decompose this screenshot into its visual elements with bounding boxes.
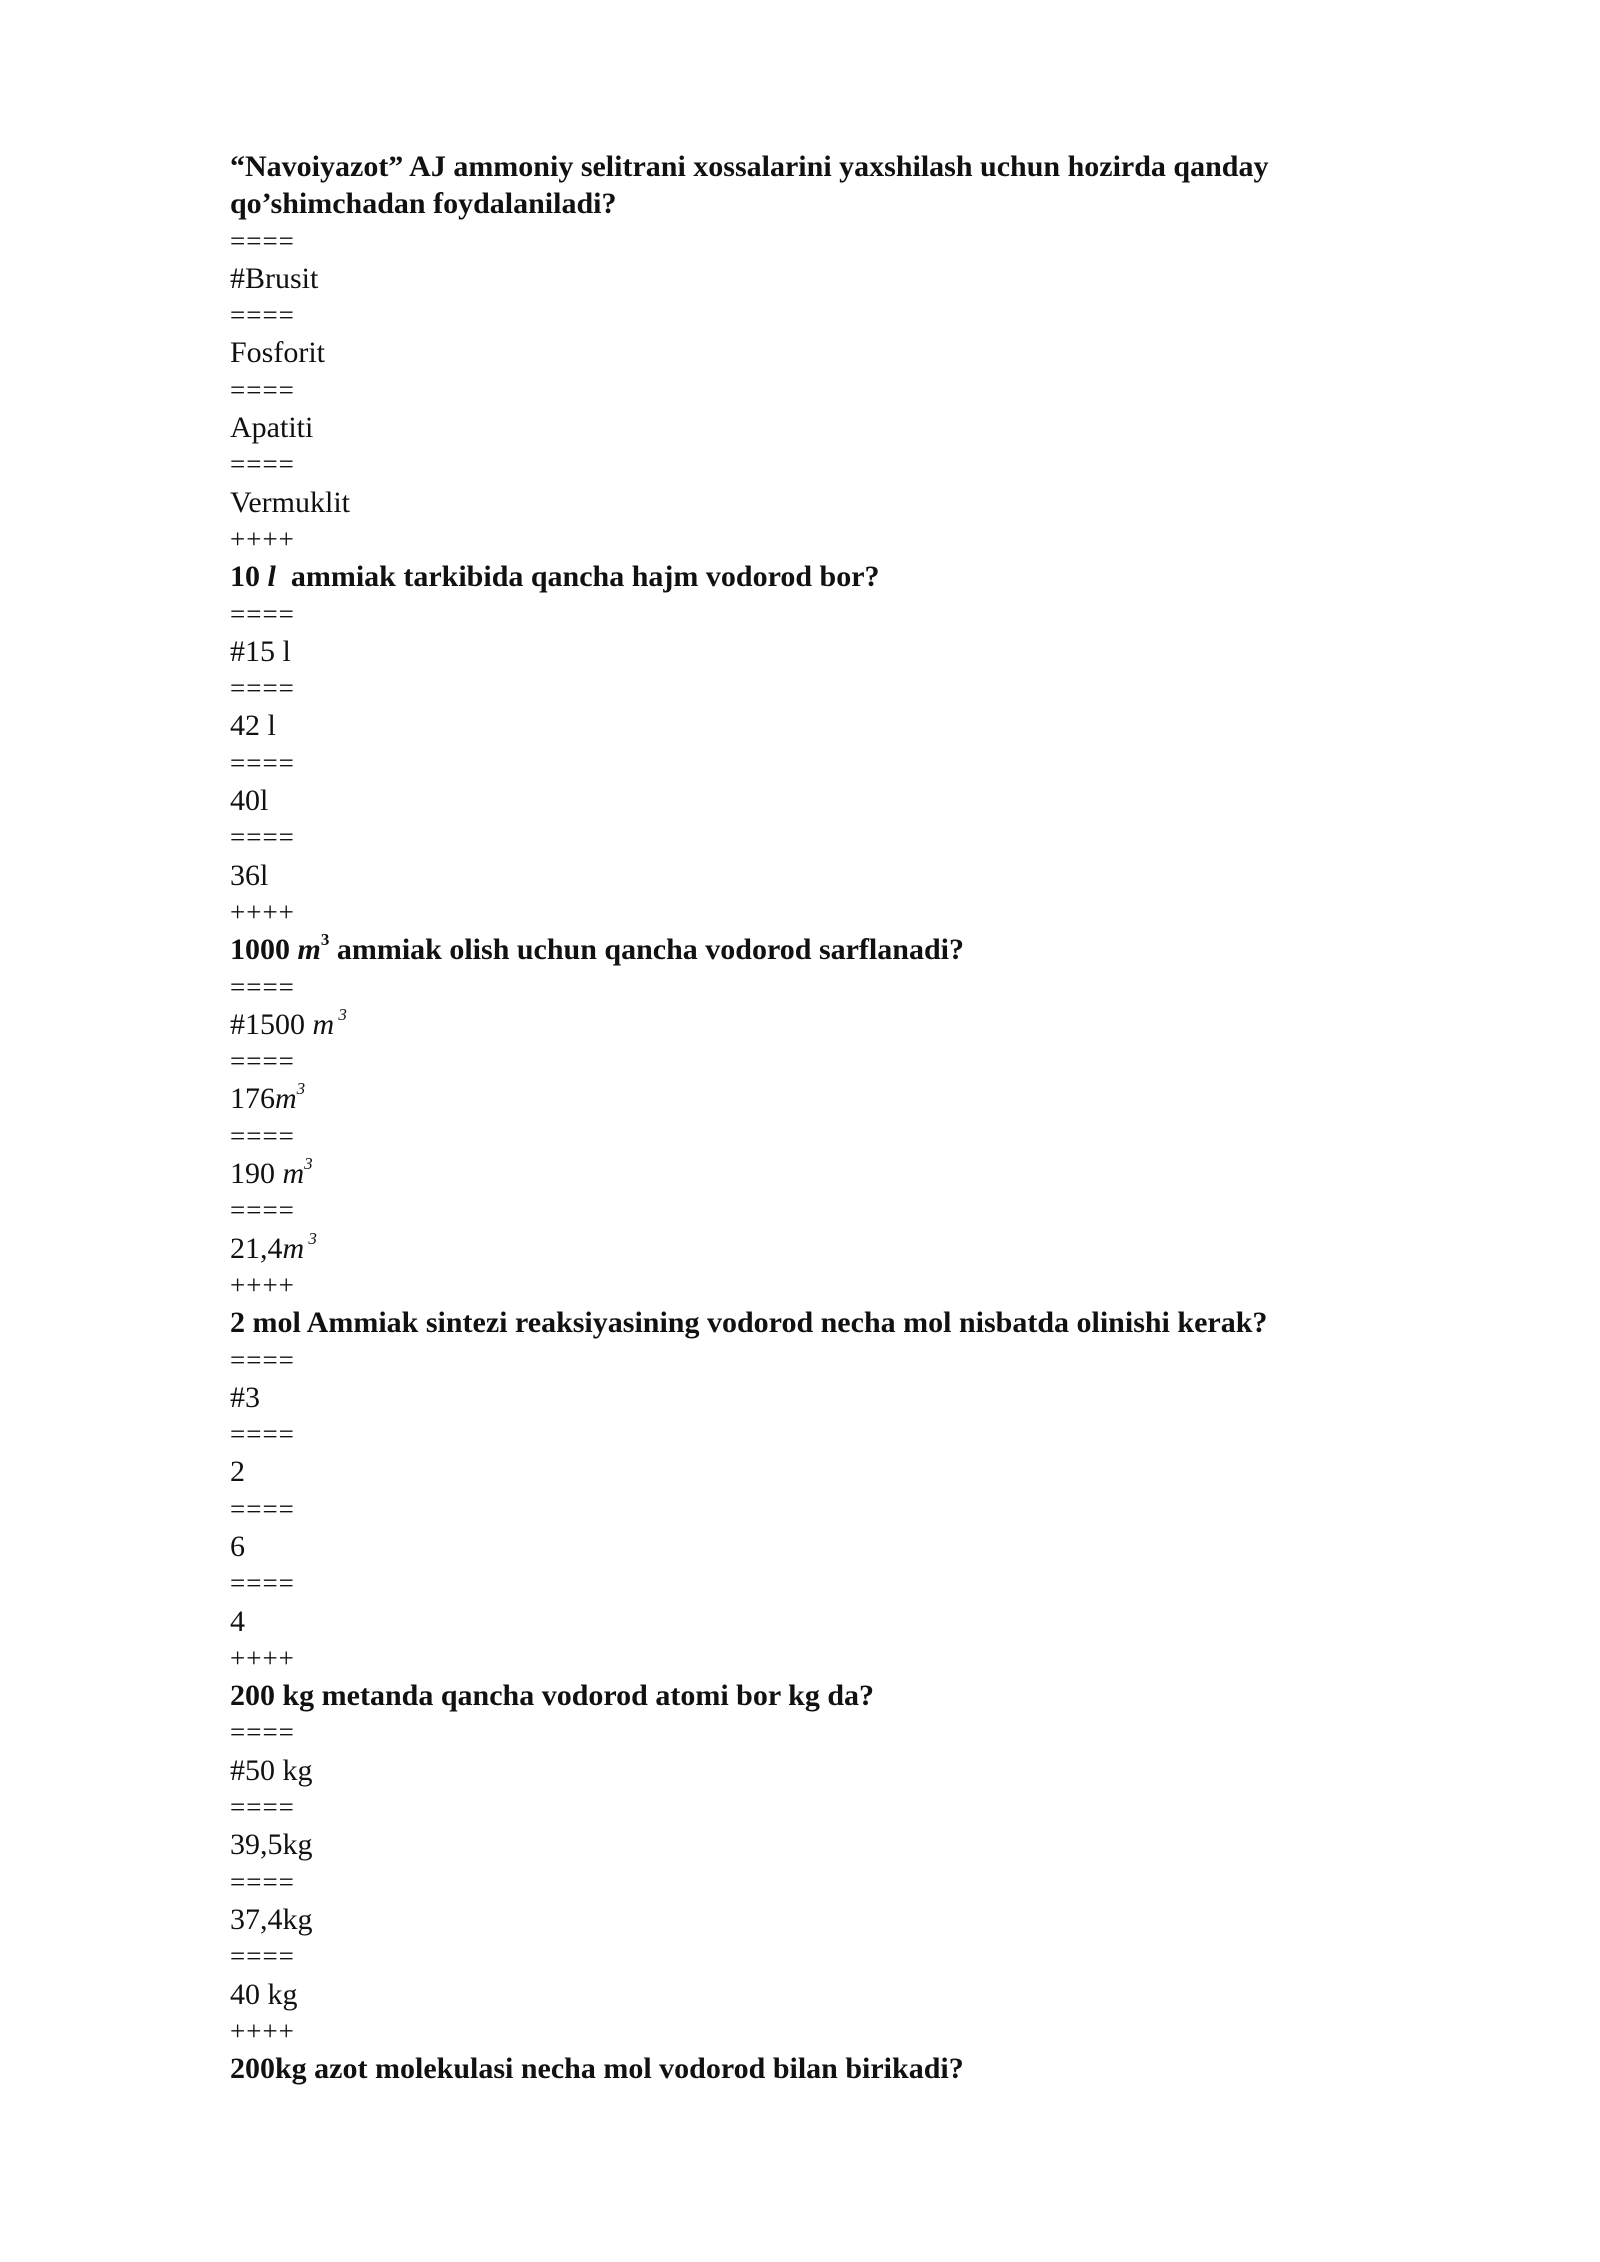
question-separator: ++++ bbox=[230, 523, 295, 554]
document-page bbox=[230, 148, 1430, 2087]
option-number: 190 bbox=[230, 1157, 283, 1191]
answer-option-correct: #15 l bbox=[230, 634, 291, 668]
unit-symbol: m bbox=[297, 933, 321, 967]
question-separator: ++++ bbox=[230, 1269, 295, 1300]
option-separator: ==== bbox=[230, 747, 295, 778]
question-text-end: ammiak tarkibida qancha hajm vodorod bor? bbox=[275, 560, 880, 594]
option-separator: ==== bbox=[230, 225, 295, 256]
option-separator: ==== bbox=[230, 1120, 295, 1151]
answer-option-correct: #50 kg bbox=[230, 1753, 313, 1787]
answer-option bbox=[230, 1155, 1430, 1192]
option-separator: ==== bbox=[230, 598, 295, 629]
answer-option: Apatiti bbox=[230, 411, 314, 445]
answer-option bbox=[230, 1080, 1430, 1117]
answer-option: 37,4kg bbox=[230, 1902, 313, 1936]
question-block bbox=[230, 1677, 1430, 2050]
question-text bbox=[230, 558, 1430, 595]
answer-option: 36l bbox=[230, 858, 269, 892]
answer-option: 39,5kg bbox=[230, 1828, 313, 1862]
unit-exponent: 3 bbox=[334, 1004, 347, 1024]
unit-exponent: 3 bbox=[320, 930, 330, 950]
option-separator: ==== bbox=[230, 1493, 295, 1524]
question-block bbox=[230, 2050, 1430, 2087]
answer-option-correct bbox=[230, 1006, 1430, 1043]
option-separator: ==== bbox=[230, 971, 295, 1002]
question-text: 200 kg metanda qancha vodorod atomi bor kg da? bbox=[230, 1679, 875, 1713]
answer-option bbox=[230, 1230, 1430, 1267]
option-separator: ==== bbox=[230, 1568, 295, 1599]
option-separator: ==== bbox=[230, 1344, 295, 1375]
answer-option: 42 l bbox=[230, 709, 276, 743]
answer-option: Vermuklit bbox=[230, 485, 350, 519]
question-block bbox=[230, 148, 1430, 558]
question-text-continued: qo’shimchadan foydalaniladi? bbox=[230, 187, 617, 221]
question-block bbox=[230, 931, 1430, 1304]
question-text-start: 1000 bbox=[230, 933, 298, 967]
option-separator: ==== bbox=[230, 300, 295, 331]
question-separator: ++++ bbox=[230, 1642, 295, 1673]
answer-option-correct: #Brusit bbox=[230, 261, 319, 295]
answer-option: 40l bbox=[230, 784, 269, 818]
question-separator: ++++ bbox=[230, 2015, 295, 2046]
unit-symbol: m bbox=[282, 1231, 305, 1265]
option-number: 21,4 bbox=[230, 1231, 283, 1265]
option-separator: ==== bbox=[230, 1419, 295, 1450]
question-text bbox=[230, 931, 1430, 968]
question-separator: ++++ bbox=[230, 896, 295, 927]
option-number: 176 bbox=[230, 1082, 275, 1116]
answer-option: 40 kg bbox=[230, 1977, 298, 2011]
unit-symbol: m bbox=[312, 1007, 335, 1041]
option-separator: ==== bbox=[230, 673, 295, 704]
option-separator: ==== bbox=[230, 449, 295, 480]
question-text: 2 mol Ammiak sintezi reaksiyasining vodorod necha mol nisbatda olinishi kerak? bbox=[230, 1306, 1268, 1340]
option-number: #1500 bbox=[230, 1007, 313, 1041]
question-text: 200kg azot molekulasi necha mol vodorod bilan birikadi? bbox=[230, 2052, 964, 2086]
question-block bbox=[230, 1304, 1430, 1677]
option-separator: ==== bbox=[230, 1941, 295, 1972]
answer-option-correct: #3 bbox=[230, 1380, 260, 1414]
answer-option: Fosforit bbox=[230, 336, 326, 370]
question-text-start: 10 bbox=[230, 560, 268, 594]
question-text: “Navoiyazot” AJ ammoniy selitrani xossalarini yaxshilash uchun hozirda qanday bbox=[230, 150, 1269, 183]
unit-symbol: m bbox=[282, 1157, 305, 1191]
unit-exponent: 3 bbox=[296, 1079, 306, 1099]
answer-option: 6 bbox=[230, 1529, 245, 1563]
option-separator: ==== bbox=[230, 1866, 295, 1897]
unit-exponent: 3 bbox=[304, 1228, 317, 1248]
option-separator: ==== bbox=[230, 822, 295, 853]
answer-option: 2 bbox=[230, 1455, 245, 1489]
option-separator: ==== bbox=[230, 1046, 295, 1077]
option-separator: ==== bbox=[230, 374, 295, 405]
unit-symbol: l bbox=[267, 560, 276, 594]
option-separator: ==== bbox=[230, 1195, 295, 1226]
answer-option: 4 bbox=[230, 1604, 245, 1638]
unit-exponent: 3 bbox=[304, 1154, 313, 1174]
option-separator: ==== bbox=[230, 1717, 295, 1748]
option-separator: ==== bbox=[230, 1792, 295, 1823]
unit-symbol: m bbox=[275, 1082, 297, 1116]
question-block bbox=[230, 558, 1430, 931]
question-text-end: ammiak olish uchun qancha vodorod sarflanadi? bbox=[329, 933, 964, 967]
